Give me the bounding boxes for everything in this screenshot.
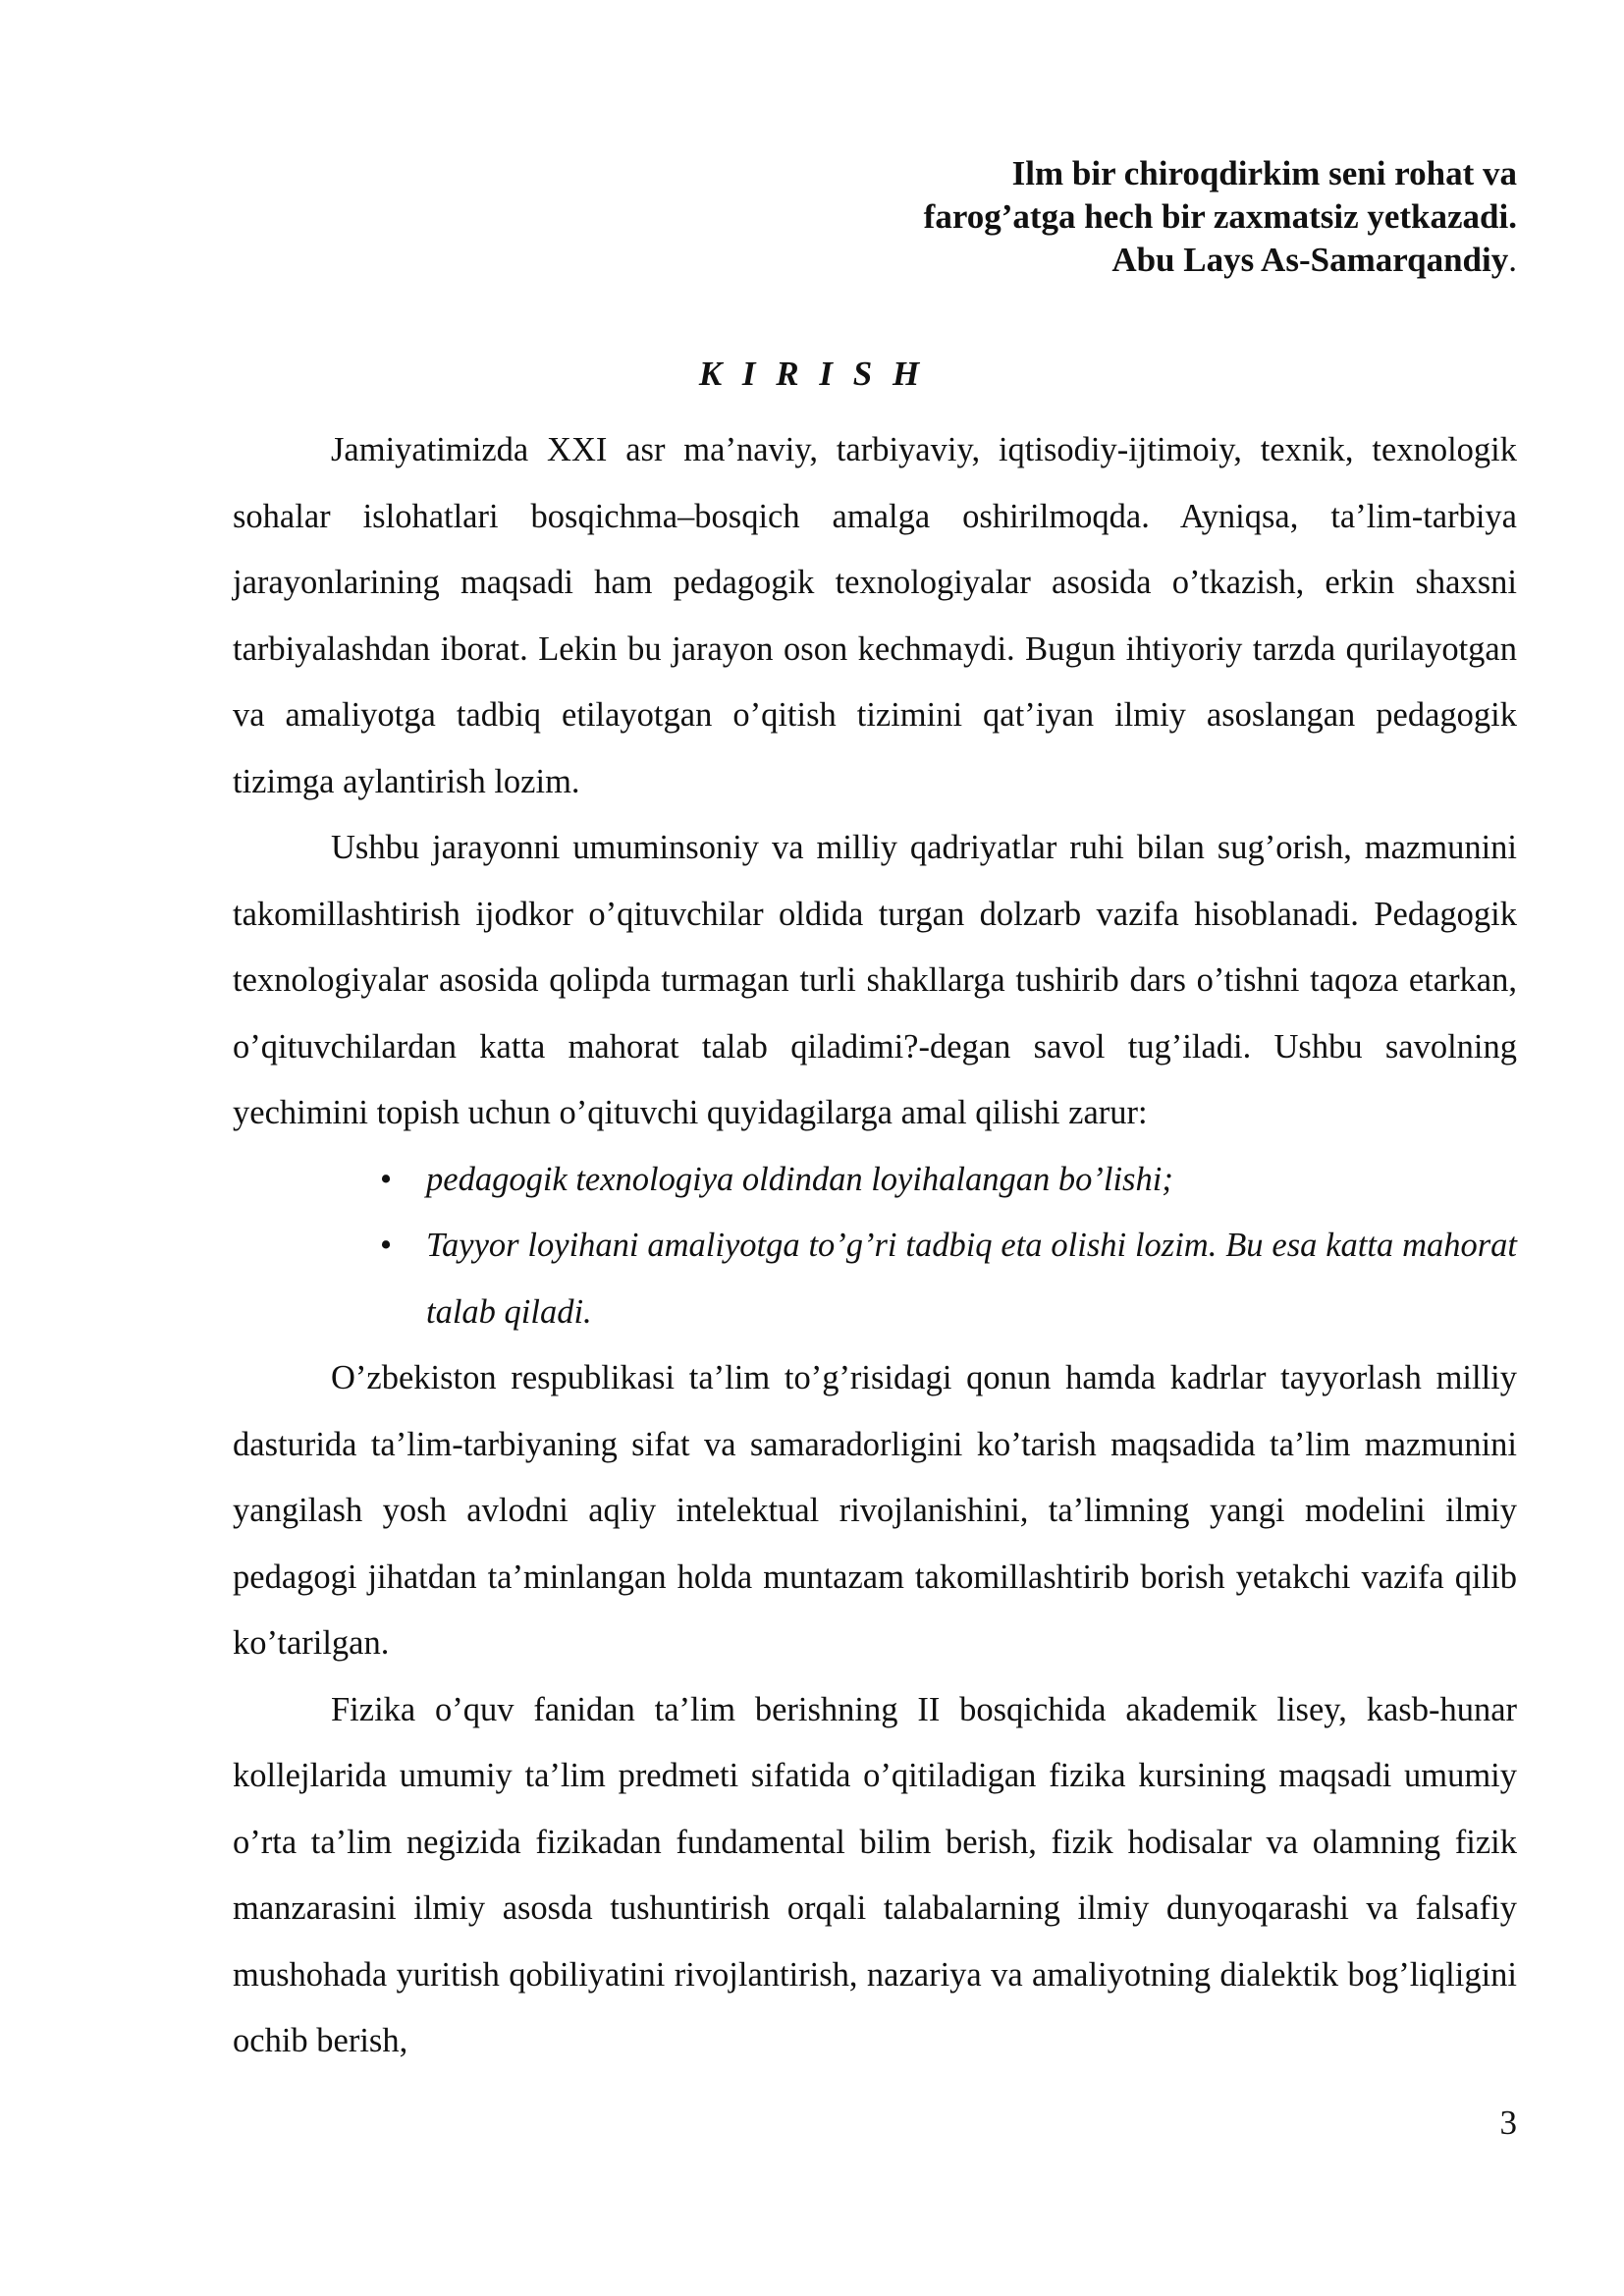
body-text [233,417,1517,2075]
bullet-symbol: • [380,1160,393,1198]
epigraph [633,152,1517,282]
paragraph-4: Fizika o’quv fanidan ta’lim berishning II bosqichida akademik lisey, kasb-hunar kollejlarida umumiy ta’lim predmeti sifatida o’qitiladigan fizika kursining maqsadi umumiy o’rta ta’lim negizida fizikadan fundamental bilim berish, fizik hodisalar va olamning fizik manzarasini ilmiy asosda tushuntirish orqali talabalarning ilmiy dunyoqarashi va falsafiy mushohada yuritish qobiliyatini rivojlantirish, nazariya va amaliyotning dialektik bog’liqligini ochib berish, [233,1690,1517,2059]
epigraph-line-1: Ilm bir chiroqdirkim seni rohat va [1011,154,1517,192]
bullet-item-2 [233,1213,1517,1345]
section-heading: K I R I S H [698,355,926,393]
page-number: 3 [1499,2104,1517,2142]
epigraph-author-period: . [1508,241,1517,279]
epigraph-line-2: farog’atga hech bir zaxmatsiz yetkazadi. [923,197,1517,236]
paragraph-3: O’zbekiston respublikasi ta’lim to’g’risidagi qonun hamda kadrlar tayyorlash milliy dasturida ta’lim-tarbiyaning sifat va samaradorligini ko’tarish maqsadida ta’lim mazmunini yangilash yosh avlodni aqliy intelektual rivojlanishini, ta’limning yangi modelini ilmiy pedagogi jihatdan ta’minlangan holda muntazam takomillashtirib borish yetakchi vazifa qilib ko’tarilgan. [233,1359,1517,1662]
bullet-symbol: • [380,1227,393,1264]
bullet-item-1 [233,1147,1517,1214]
bullet-text-2: Tayyor loyihani amaliyotga to’g’ri tadbiq eta olishi lozim. Bu esa katta mahorat talab qiladi. [426,1227,1517,1331]
bullet-text-1: pedagogik texnologiya oldindan loyihalangan bo’lishi; [426,1160,1173,1198]
epigraph-author-line [633,239,1517,282]
paragraph-2: Ushbu jarayonni umuminsoniy va milliy qadriyatlar ruhi bilan sug’orish, mazmunini takomillashtirish ijodkor o’qituvchilar oldida turgan dolzarb vazifa hisoblanadi. Pedagogik texnologiyalar asosida qolipda turmagan turli shakllarga tushirib dars o’tishni taqoza etarkan, o’qituvchilardan katta mahorat talab qiladimi?-degan savol tug’iladi. Ushbu savolning yechimini topish uchun o’qituvchi quyidagilarga amal qilishi zarur: [233,829,1517,1131]
epigraph-author: Abu Lays As-Samarqandiy [1111,241,1509,279]
bullet-list [233,1147,1517,1346]
paragraph-1: Jamiyatimizda XXI asr ma’naviy, tarbiyaviy, iqtisodiy-ijtimoiy, texnik, texnologik sohalar islohatlari bosqichma–bosqich amalga oshirilmoqda. Ayniqsa, ta’lim-tarbiya jarayonlarining maqsadi ham pedagogik texnologiyalar asosida o’tkazish, erkin shaxsni tarbiyalashdan iborat. Lekin bu jarayon oson kechmaydi. Bugun ihtiyoriy tarzda qurilayotgan va amaliyotga tadbiq etilayotgan o’qitish tizimini qat’iyan ilmiy asoslangan pedagogik tizimga aylantirish lozim. [233,431,1517,800]
